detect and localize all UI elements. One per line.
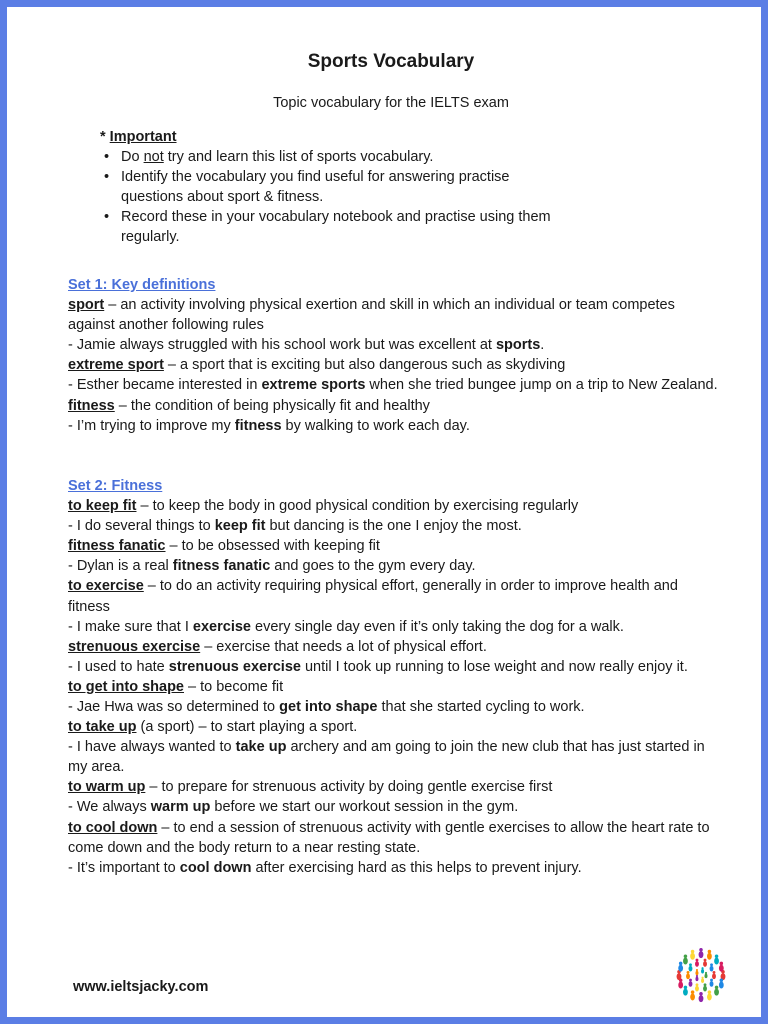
vocab-term: to get into shape xyxy=(68,678,184,695)
example-highlight: take up xyxy=(235,739,287,756)
vocab-definition: – to do an activity requiring physical effort, generally in order to improve health and fitness xyxy=(68,578,678,615)
set2-entries xyxy=(68,496,718,878)
logo-figure-body xyxy=(683,958,688,965)
logo-figure-head xyxy=(699,992,703,996)
example-highlight: warm up xyxy=(150,799,211,816)
example-line xyxy=(68,657,718,677)
example-line xyxy=(68,516,718,536)
logo-figure-body xyxy=(678,965,683,972)
logo-figure-head xyxy=(684,986,688,990)
logo-figure-body xyxy=(701,979,704,983)
example-text: by walking to work each day. xyxy=(281,417,470,434)
set2-heading: Set 2: Fitness xyxy=(68,477,163,494)
example-text: when she tried bungee jump on a trip to New Zealand. xyxy=(365,377,718,394)
logo-figure-body xyxy=(710,966,714,972)
vocab-term: extreme sport xyxy=(68,357,164,374)
example-text: - I have always wanted to xyxy=(68,739,236,756)
logo-figure-head xyxy=(684,954,688,958)
important-heading xyxy=(100,127,570,147)
vocab-term: to warm up xyxy=(68,779,146,796)
example-text: after exercising hard as this helps to prevent injury. xyxy=(251,859,582,876)
logo-figure-head xyxy=(687,971,690,974)
definition-line xyxy=(68,396,718,416)
example-text: - It’s important to xyxy=(68,859,180,876)
example-text: - I do several things to xyxy=(68,518,215,535)
example-highlight: exercise xyxy=(192,618,251,635)
logo-figure-body xyxy=(690,993,695,1000)
important-item xyxy=(100,207,570,247)
example-text: but dancing is the one I enjoy the most. xyxy=(265,518,522,535)
definition-line xyxy=(68,818,718,858)
vocab-term: fitness fanatic xyxy=(68,538,166,555)
logo-figure-head xyxy=(704,983,707,986)
logo-figure-body xyxy=(714,989,719,996)
example-text: - We always xyxy=(68,799,151,816)
example-text: - Esther became interested in xyxy=(68,377,262,394)
page-subtitle: Topic vocabulary for the IELTS exam xyxy=(273,95,509,111)
logo-figure-body xyxy=(677,973,682,980)
logo-figure-body xyxy=(710,981,714,987)
logo-figure-body xyxy=(705,974,708,978)
important-list xyxy=(100,147,570,247)
logo-figure-body xyxy=(701,969,704,973)
vocab-term: strenuous exercise xyxy=(68,638,201,655)
vocab-term: to take up xyxy=(68,719,137,736)
definition-line xyxy=(68,496,718,516)
vocab-definition: – the condition of being physically fit and healthy xyxy=(114,397,430,414)
logo-figure-body xyxy=(686,973,690,979)
example-line xyxy=(68,858,718,878)
logo-figure-head xyxy=(696,959,699,962)
example-line xyxy=(68,375,718,395)
definition-line xyxy=(68,637,718,657)
example-text: - I used to hate xyxy=(68,658,169,675)
logo-figure-body xyxy=(695,961,699,967)
logo-figure-head xyxy=(699,948,703,952)
logo-figure-body xyxy=(689,981,693,987)
example-text: archery and am going to join the new club that has just started in my area. xyxy=(68,739,705,776)
definition-line xyxy=(68,677,718,697)
logo-figure-head xyxy=(689,963,692,966)
logo-figure-head xyxy=(701,977,703,979)
definition-line xyxy=(68,576,718,616)
example-text: - Jamie always struggled with his school work but was excellent at xyxy=(68,337,496,354)
logo-figure-body xyxy=(695,986,699,992)
definition-line xyxy=(68,536,718,556)
vocab-definition: – a sport that is exciting but also dangerous such as skydiving xyxy=(163,357,566,374)
logo-figure-head xyxy=(704,959,707,962)
logo-figure-body xyxy=(707,993,712,1000)
logo-figure-head xyxy=(720,978,724,982)
page-title: Sports Vocabulary xyxy=(307,51,475,72)
vocabulary-content xyxy=(68,275,718,878)
example-line xyxy=(68,335,718,355)
example-highlight: get into shape xyxy=(279,698,378,715)
vocab-definition: – to become fit xyxy=(184,678,284,695)
important-heading-text: Important xyxy=(109,129,177,145)
logo-figure-body xyxy=(707,953,712,960)
example-highlight: extreme sports xyxy=(261,377,366,394)
example-highlight: fitness xyxy=(234,417,282,434)
definition-line xyxy=(68,717,718,737)
example-line xyxy=(68,617,718,637)
example-text: - Jae Hwa was so determined to xyxy=(68,698,280,715)
important-item xyxy=(100,147,570,167)
example-text: that she started cycling to work. xyxy=(377,698,585,715)
example-text: - Dylan is a real xyxy=(68,558,173,575)
logo-figure-head xyxy=(708,990,712,994)
logo-figure-head xyxy=(715,954,719,958)
logo-figure-head xyxy=(710,979,713,982)
example-text: every single day even if it’s only taking the dog for a walk. xyxy=(250,618,624,635)
section-gap xyxy=(68,436,718,476)
logo-figure-head xyxy=(720,962,724,966)
logo-figure-body xyxy=(714,958,719,965)
logo-figure-head xyxy=(679,962,683,966)
logo-figure-head xyxy=(705,972,707,974)
logo-figure-body xyxy=(703,986,707,992)
vocab-term: to cool down xyxy=(68,819,158,836)
vocab-definition: – to be obsessed with keeping fit xyxy=(165,538,380,555)
set1-heading: Set 1: Key definitions xyxy=(68,277,216,293)
logo-figure-body xyxy=(719,982,724,989)
definition-line xyxy=(68,355,718,375)
logo-figure-body xyxy=(719,965,724,972)
example-line xyxy=(68,737,718,777)
logo-figure-head xyxy=(715,986,719,990)
logo-figure-head xyxy=(691,990,695,994)
important-item-text: Do xyxy=(121,149,144,165)
example-text: before we start our workout session in the gym. xyxy=(210,799,519,816)
logo-figure-body xyxy=(699,951,704,958)
definition-line xyxy=(68,295,718,335)
vocab-definition: – to prepare for strenuous activity by doing gentle exercise first xyxy=(145,779,553,796)
vocab-definition: – to end a session of strenuous activity with gentle exercises to allow the heart rate to come down and the body return to a near resting state. xyxy=(68,819,710,856)
logo-figure-body xyxy=(678,982,683,989)
logo-figure-body xyxy=(690,953,695,960)
vocab-term: to keep fit xyxy=(68,498,137,515)
example-highlight: keep fit xyxy=(214,518,266,535)
important-item-text: try and learn this list of sports vocabulary. xyxy=(163,149,434,165)
example-text: - I make sure that I xyxy=(68,618,193,635)
logo-figure-body xyxy=(712,973,716,979)
example-highlight: fitness fanatic xyxy=(172,558,271,575)
example-text: - I’m trying to improve my xyxy=(68,417,235,434)
logo-figure-head xyxy=(696,983,699,986)
logo-figure-head xyxy=(689,979,692,982)
logo-figure-body xyxy=(695,977,698,981)
logo-figure-body xyxy=(695,971,698,975)
example-highlight: strenuous exercise xyxy=(168,658,301,675)
example-line xyxy=(68,416,718,436)
logo-figure-head xyxy=(691,950,695,954)
logo-figure-body xyxy=(703,961,707,967)
logo-figure-head xyxy=(710,963,713,966)
vocab-term: to exercise xyxy=(68,578,144,595)
example-line xyxy=(68,797,718,817)
vocab-definition: – exercise that needs a lot of physical effort. xyxy=(200,638,487,655)
important-item-text: Record these in your vocabulary notebook and practise using them regularly. xyxy=(121,209,551,245)
example-text: until I took up running to lose weight and now really enjoy it. xyxy=(300,658,688,675)
vocab-term: fitness xyxy=(68,397,115,414)
definition-line xyxy=(68,777,718,797)
example-highlight: cool down xyxy=(179,859,252,876)
logo-figure-body xyxy=(683,989,688,996)
logo-figure-head xyxy=(713,971,716,974)
important-item-text: Identify the vocabulary you find useful for answering practise questions about sport & fitness. xyxy=(121,169,510,205)
example-text: . xyxy=(540,337,545,354)
vocab-definition: (a sport) – to start playing a sport. xyxy=(136,719,358,736)
logo-figure-head xyxy=(708,950,712,954)
example-line xyxy=(68,556,718,576)
set1-entries xyxy=(68,295,718,436)
people-circle-logo-icon xyxy=(673,947,729,1003)
vocab-term: sport xyxy=(68,297,105,314)
example-text: and goes to the gym every day. xyxy=(270,558,476,575)
important-note xyxy=(100,127,570,247)
logo-figure-head xyxy=(696,969,698,971)
important-item xyxy=(100,167,570,207)
example-highlight: sports xyxy=(495,337,541,354)
logo-figure-head xyxy=(701,967,703,969)
vocab-definition: – to keep the body in good physical condition by exercising regularly xyxy=(136,498,579,515)
important-star: * xyxy=(100,129,110,145)
example-line xyxy=(68,697,718,717)
logo-figure-body xyxy=(699,995,704,1002)
important-item-emphasis: not xyxy=(143,149,164,165)
vocab-definition: – an activity involving physical exertion and skill in which an individual or team competes against another following rules xyxy=(68,297,675,334)
website-link[interactable]: www.ieltsjacky.com xyxy=(73,979,209,995)
logo-figure-body xyxy=(689,966,693,972)
